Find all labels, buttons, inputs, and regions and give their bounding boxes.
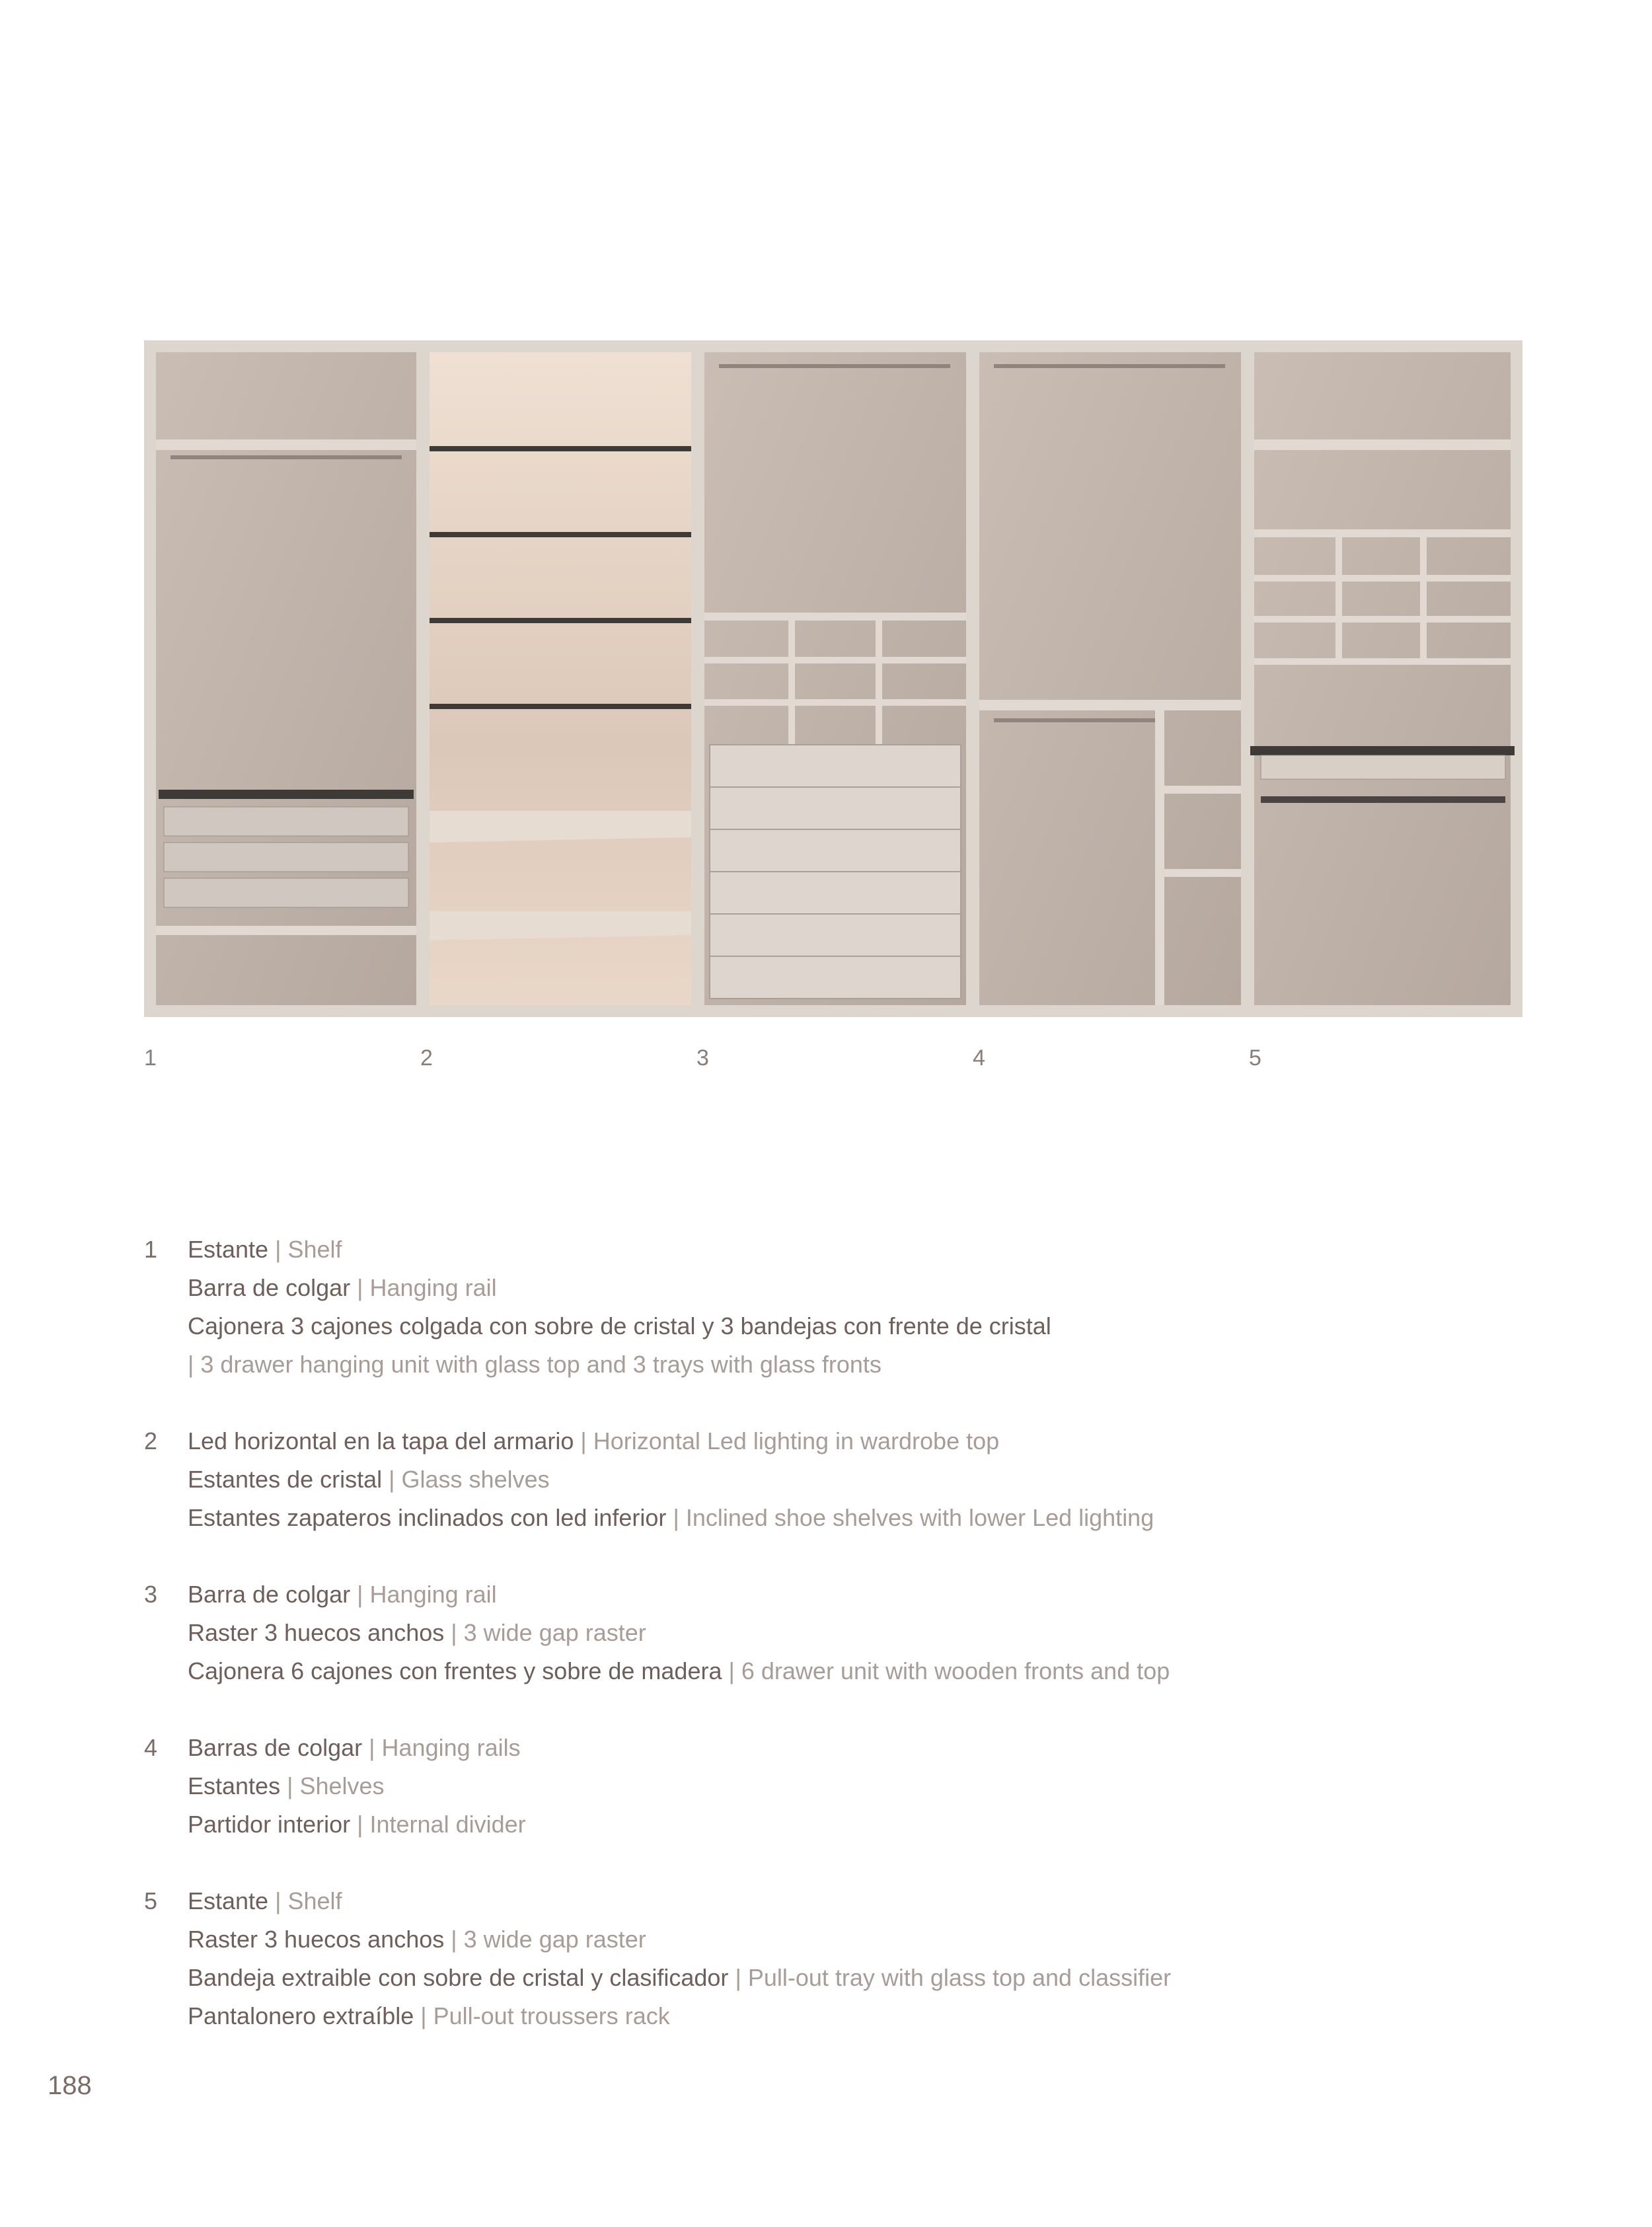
column-label: 1 bbox=[144, 1045, 157, 1071]
column-label: 3 bbox=[696, 1045, 709, 1071]
pull-out-tray bbox=[1261, 755, 1505, 779]
legend-number: 4 bbox=[144, 1734, 158, 1761]
legend-line: Cajonera 6 cajones con frentes y sobre de madera | 6 drawer unit with wooden fronts and top bbox=[188, 1657, 1170, 1684]
legend-line: Barras de colgar | Hanging rails bbox=[188, 1734, 521, 1761]
compartment-5 bbox=[1254, 352, 1511, 1005]
legend-line: Partidor interior | Internal divider bbox=[188, 1811, 526, 1838]
legend-line: Led horizontal en la tapa del armario | Horizontal Led lighting in wardrobe top bbox=[188, 1427, 1000, 1454]
hanging-rail bbox=[170, 455, 402, 459]
page-number: 188 bbox=[48, 2071, 92, 2100]
legend-line: Raster 3 huecos anchos | 3 wide gap raster bbox=[188, 1926, 646, 1953]
legend-line: Estantes | Shelves bbox=[188, 1772, 385, 1799]
hanging-rail bbox=[719, 364, 950, 368]
legend-line: Barra de colgar | Hanging rail bbox=[188, 1581, 497, 1608]
drawer bbox=[164, 878, 408, 907]
trousers-rack bbox=[1261, 796, 1505, 803]
legend-line: | 3 drawer hanging unit with glass top and 3 trays with glass fronts bbox=[188, 1351, 882, 1378]
glass-shelf bbox=[430, 532, 691, 537]
compartment-4 bbox=[979, 352, 1241, 1005]
legend-group-3 bbox=[144, 1575, 1532, 1690]
raster-top bbox=[1254, 529, 1511, 537]
shelf bbox=[979, 700, 1241, 710]
legend-line: Raster 3 huecos anchos | 3 wide gap raster bbox=[188, 1619, 646, 1646]
column-label: 5 bbox=[1249, 1045, 1261, 1071]
legend-number: 3 bbox=[144, 1581, 158, 1608]
glass-shelf bbox=[430, 704, 691, 709]
legend-line: Estantes de cristal | Glass shelves bbox=[188, 1466, 550, 1493]
legend-group-2 bbox=[144, 1422, 1532, 1537]
wardrobe-illustration bbox=[144, 340, 1522, 1017]
shelf bbox=[1164, 869, 1241, 877]
shoe-shelf bbox=[430, 811, 691, 843]
internal-divider bbox=[1155, 710, 1164, 1005]
legend-line: Cajonera 3 cajones colgada con sobre de cristal y 3 bandejas con frente de cristal bbox=[188, 1312, 1051, 1340]
pull-out-tray-glass bbox=[1250, 746, 1515, 755]
wardrobe-svg bbox=[144, 340, 1522, 1017]
legend-number: 2 bbox=[144, 1427, 158, 1454]
shelf bbox=[1164, 786, 1241, 794]
legend-line: Bandeja extraible con sobre de cristal y clasificador | Pull-out tray with glass top and classifier bbox=[188, 1964, 1172, 1991]
glass-shelf bbox=[430, 446, 691, 451]
glass-shelf bbox=[430, 618, 691, 623]
hanging-rail bbox=[994, 364, 1225, 368]
legend-line: Barra de colgar | Hanging rail bbox=[188, 1274, 497, 1301]
legend-group-1 bbox=[144, 1230, 1532, 1384]
drawer bbox=[164, 843, 408, 872]
shelf bbox=[1254, 439, 1511, 450]
hanging-rail bbox=[994, 718, 1155, 722]
legend-line: Estante | Shelf bbox=[188, 1236, 342, 1263]
legend-group-4 bbox=[144, 1729, 1532, 1844]
drawer-stack bbox=[710, 745, 961, 999]
glass-top bbox=[159, 790, 414, 799]
legend-line: Pantalonero extraíble | Pull-out troussers rack bbox=[188, 2002, 670, 2029]
column-label: 2 bbox=[420, 1045, 433, 1071]
raster-top bbox=[704, 613, 966, 621]
legend-line: Estantes zapateros inclinados con led inferior | Inclined shoe shelves with lower Led lighting bbox=[188, 1504, 1154, 1531]
column-label: 4 bbox=[973, 1045, 985, 1071]
shelf bbox=[156, 439, 416, 450]
shelf bbox=[156, 926, 416, 935]
legend-number: 1 bbox=[144, 1236, 158, 1263]
legend-group-5 bbox=[144, 1882, 1532, 2035]
legend-list bbox=[144, 1230, 1532, 2074]
drawer bbox=[164, 807, 408, 836]
legend-number: 5 bbox=[144, 1887, 158, 1914]
legend-line: Estante | Shelf bbox=[188, 1887, 342, 1914]
